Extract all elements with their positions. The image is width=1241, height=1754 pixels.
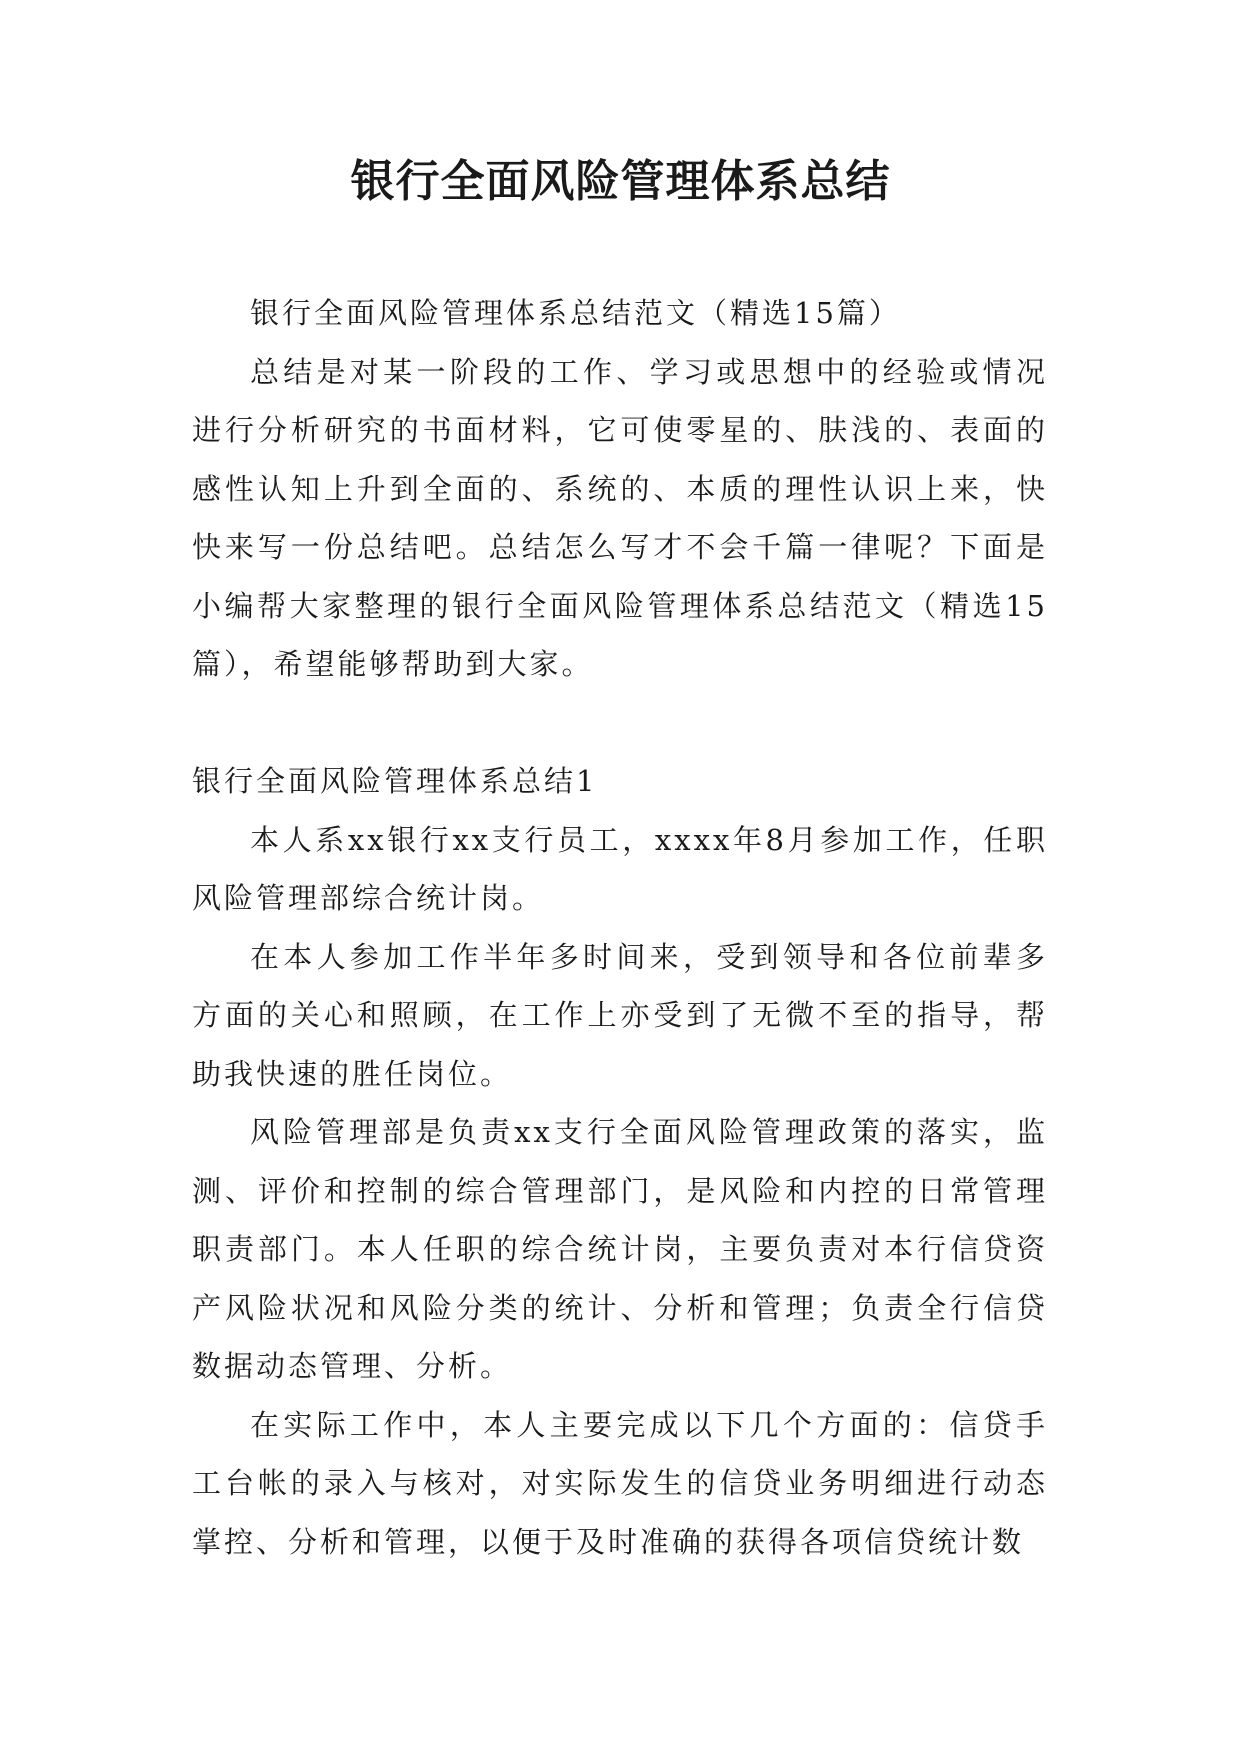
document-subtitle: 银行全面风险管理体系总结范文（精选15篇） <box>250 296 901 330</box>
body-paragraph-3: 风险管理部是负责xx支行全面风险管理政策的落实，监测、评价和控制的综合管理部门，是风险和内控的日常管理职责部门。本人任职的综合统计岗，主要负责对本行信贷资产风险状况和风险分类的统计、分析和管理；负责全行信贷数据动态管理、分析。 <box>192 1115 1048 1383</box>
paragraph-spacer <box>192 694 1048 753</box>
document-body <box>192 284 1048 1571</box>
body-paragraph-2: 在本人参加工作半年多时间来，受到领导和各位前辈多方面的关心和照顾，在工作上亦受到了无微不至的指导，帮助我快速的胜任岗位。 <box>192 939 1048 1091</box>
document-title: 银行全面风险管理体系总结 <box>350 156 891 207</box>
intro-paragraph: 总结是对某一阶段的工作、学习或思想中的经验或情况进行分析研究的书面材料，它可使零星的、肤浅的、表面的感性认知上升到全面的、系统的、本质的理性认识上来，快快来写一份总结吧。总结怎么写才不会千篇一律呢？下面是小编帮大家整理的银行全面风险管理体系总结范文（精选15篇），希望能够帮助到大家。 <box>192 354 1048 681</box>
body-paragraph-1: 本人系xx银行xx支行员工，xxxx年8月参加工作，任职风险管理部综合统计岗。 <box>192 822 1048 915</box>
section-heading: 银行全面风险管理体系总结1 <box>192 764 598 798</box>
body-paragraph-4: 在实际工作中，本人主要完成以下几个方面的：信贷手工台帐的录入与核对，对实际发生的信贷业务明细进行动态掌控、分析和管理，以便于及时准确的获得各项信贷统计数 <box>192 1407 1048 1559</box>
